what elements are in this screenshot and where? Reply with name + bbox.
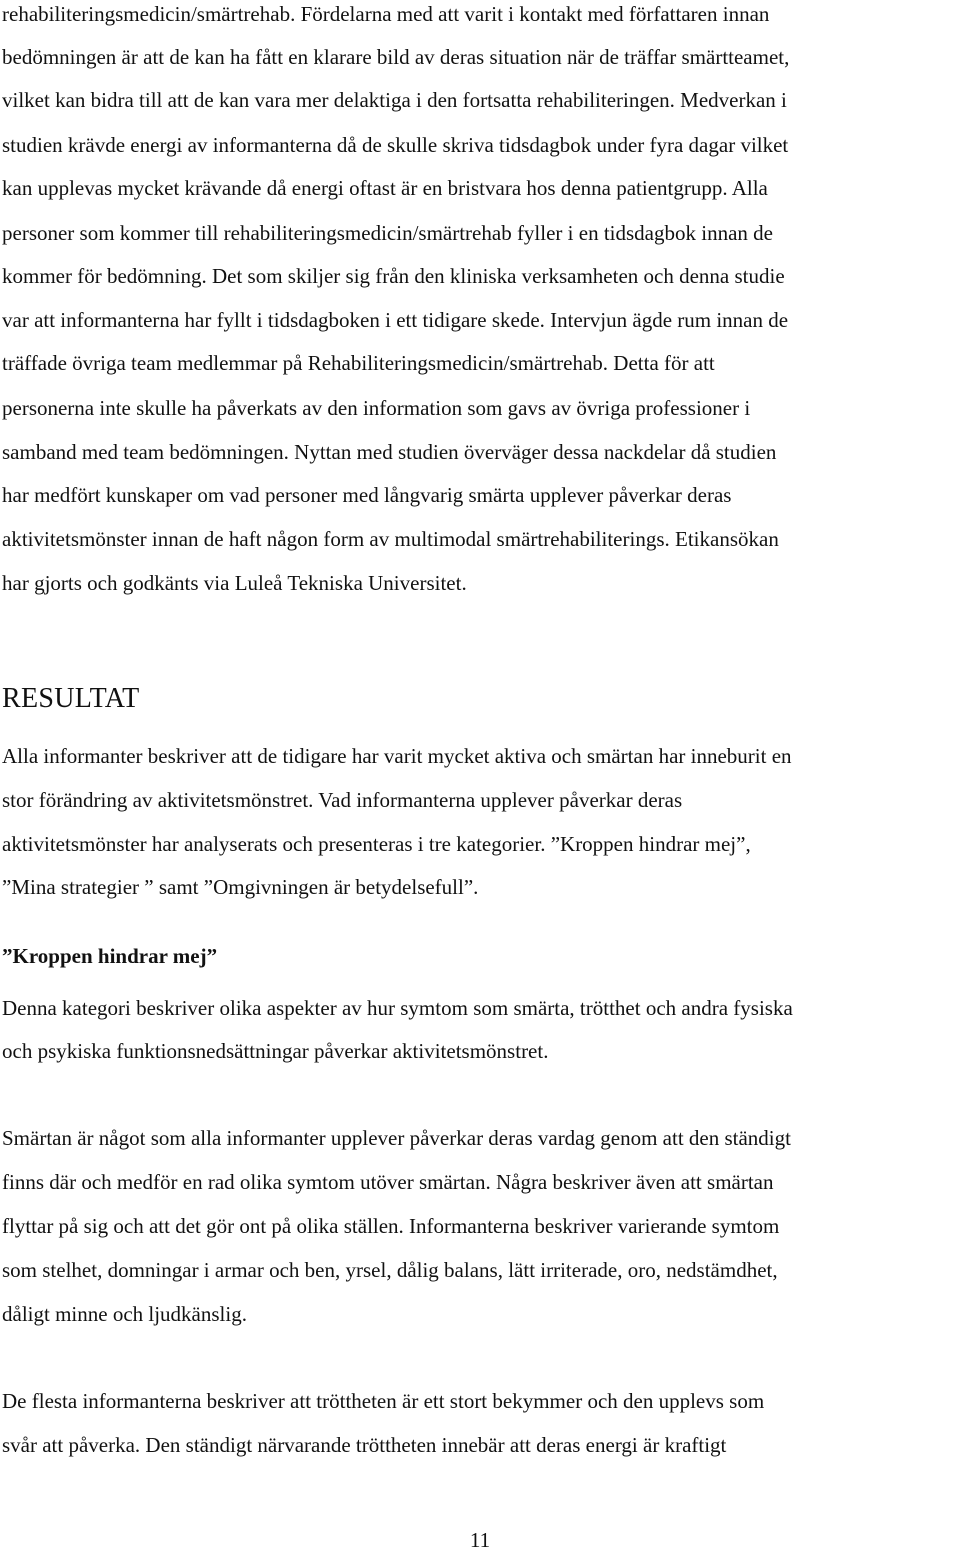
text-line: och psykiska funktionsnedsättningar påverkar aktivitetsmönstret.	[2, 1039, 549, 1063]
section-heading: RESULTAT	[2, 683, 140, 714]
text-line: stor förändring av aktivitetsmönstret. Vad informanterna upplever påverkar deras	[2, 788, 683, 812]
text-line: personerna inte skulle ha påverkats av den information som gavs av övriga professioner i	[2, 396, 751, 420]
text-line: aktivitetsmönster innan de haft någon form av multimodal smärtrehabiliterings. Etikansökan	[2, 527, 779, 551]
text-line: Alla informanter beskriver att de tidigare har varit mycket aktiva och smärtan har inneburit en	[2, 744, 792, 768]
text-line: flyttar på sig och att det gör ont på olika ställen. Informanterna beskriver varierande symtom	[2, 1214, 780, 1238]
text-line: dåligt minne och ljudkänslig.	[2, 1302, 247, 1326]
text-line: personer som kommer till rehabiliteringsmedicin/smärtrehab fyller i en tidsdagbok innan de	[2, 221, 773, 245]
text-line: ”Mina strategier ” samt ”Omgivningen är betydelsefull”.	[2, 875, 479, 899]
text-line: aktivitetsmönster har analyserats och presenteras i tre kategorier. ”Kroppen hindrar mej”,	[2, 832, 751, 856]
text-line: De flesta informanterna beskriver att tröttheten är ett stort bekymmer och den upplevs som	[2, 1389, 765, 1413]
text-line: kommer för bedömning. Det som skiljer sig från den kliniska verksamheten och denna studie	[2, 264, 785, 288]
text-line: finns där och medför en rad olika symtom utöver smärtan. Några beskriver även att smärtan	[2, 1170, 774, 1194]
text-line: Denna kategori beskriver olika aspekter av hur symtom som smärta, trötthet och andra fysiska	[2, 996, 793, 1020]
text-line: svår att påverka. Den ständigt närvarande tröttheten innebär att deras energi är kraftigt	[2, 1433, 727, 1457]
text-line: Smärtan är något som alla informanter upplever påverkar deras vardag genom att den ständigt	[2, 1126, 791, 1150]
page-number: 11	[469, 1528, 491, 1552]
text-line: bedömningen är att de kan ha fått en klarare bild av deras situation när de träffar smärtteamet,	[2, 45, 790, 69]
text-line: träffade övriga team medlemmar på Rehabiliteringsmedicin/smärtrehab. Detta för att	[2, 351, 715, 375]
text-line: vilket kan bidra till att de kan vara mer delaktiga i den fortsatta rehabiliteringen. Medverkan i	[2, 88, 787, 112]
text-line: studien krävde energi av informanterna då de skulle skriva tidsdagbok under fyra dagar vilket	[2, 133, 789, 157]
text-line: har gjorts och godkänts via Luleå Tekniska Universitet.	[2, 571, 467, 595]
text-line: som stelhet, domningar i armar och ben, yrsel, dålig balans, lätt irriterade, oro, nedstämdhet,	[2, 1258, 778, 1282]
text-line: har medfört kunskaper om vad personer med långvarig smärta upplever påverkar deras	[2, 483, 732, 507]
text-line: samband med team bedömningen. Nyttan med studien överväger dessa nackdelar då studien	[2, 440, 777, 464]
text-line: rehabiliteringsmedicin/smärtrehab. Fördelarna med att varit i kontakt med författaren innan	[2, 2, 770, 26]
text-line: var att informanterna har fyllt i tidsdagboken i ett tidigare skede. Intervjun ägde rum innan de	[2, 308, 789, 332]
text-line: kan upplevas mycket krävande då energi oftast är en bristvara hos denna patientgrupp. Alla	[2, 176, 768, 200]
category-heading: ”Kroppen hindrar mej”	[2, 944, 218, 968]
